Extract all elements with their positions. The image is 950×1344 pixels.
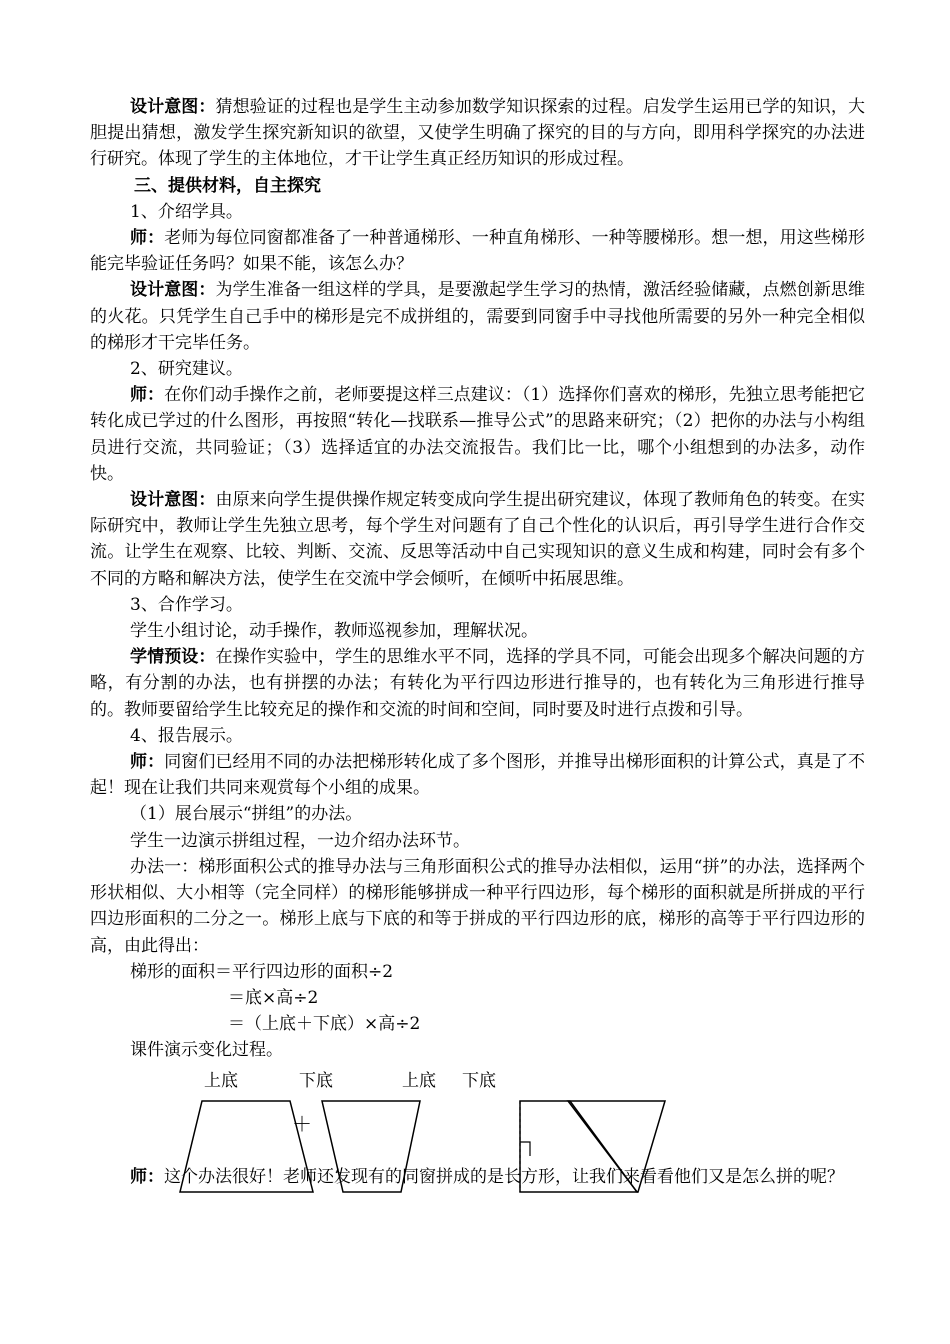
label-top-base-1: 上底 bbox=[204, 1070, 238, 1091]
label-bottom-base-2: 下底 bbox=[462, 1070, 496, 1091]
sub-item-1: （1）展台展示“拼组”的办法。 bbox=[130, 804, 363, 825]
label-top-base-2: 上底 bbox=[402, 1070, 436, 1091]
paragraph-teacher-4: 师：这个办法很好！老师还发现有的同窗拼成的是长方形，让我们来看看他们又是怎么拼的呢？ bbox=[90, 1164, 865, 1190]
paragraph-student-demo: 学生一边演示拼组过程，一边介绍办法环节。 bbox=[130, 830, 470, 851]
paragraph-teacher-2: 师：在你们动手操作之前，老师要提这样三点建议：（1）选择你们喜欢的梯形，先独立思考能把它转化成已学过的什么图形，再按照“转化—找联系—推导公式”的思路来研究；（2）把你的办法与小构组员进行交流，共同验证；（3）选择适宜的办法交流报告。我们比一比，哪个小组想到的办法多，动作快。 bbox=[90, 385, 865, 484]
label-bottom-base-1: 下底 bbox=[299, 1070, 333, 1091]
document-page bbox=[90, 94, 865, 1190]
paragraph-design-intent-1: 设计意图：猜想验证的过程也是学生主动参加数学知识探索的过程。启发学生运用已学的知识，大胆提出猜想，激发学生探究新知识的欲望，又使学生明确了探究的目的与方向，即用科学探究的办法进行研究。体现了学生的主体地位，才干让学生真正经历知识的形成过程。 bbox=[90, 97, 866, 170]
plus-sign: ＋ bbox=[292, 1111, 312, 1136]
item-3: 3、合作学习。 bbox=[130, 594, 243, 615]
formula-line-1: 梯形的面积＝平行四边形的面积÷2 bbox=[130, 961, 394, 982]
item-4: 4、报告展示。 bbox=[130, 725, 243, 746]
paragraph-group-discussion: 学生小组讨论，动手操作，教师巡视参加，理解状况。 bbox=[130, 621, 538, 642]
formula-line-3: ＝（上底＋下底）×高÷2 bbox=[228, 1014, 421, 1035]
paragraph-learning-preset: 学情预设：在操作实验中，学生的思维水平不同，选择的学具不同，可能会出现多个解决问题的方略，有分割的办法，也有拼摆的办法；有转化为平行四边形进行推导的，也有转化为三角形进行推导的。教师要留给学生比较充足的操作和交流的时间和空间，同时要及时进行点拨和引导。 bbox=[90, 647, 866, 720]
paragraph-method-1: 办法一：梯形面积公式的推导办法与三角形面积公式的推导办法相似，运用“拼”的办法，选择两个形状相似、大小相等（完全同样）的梯形能够拼成一种平行四边形，每个梯形的面积就是所拼成的平行四边形面积的二分之一。梯形上底与下底的和等于拼成的平行四边形的底，梯形的高等于平行四边形的高，由此得出： bbox=[90, 856, 865, 956]
formula-line-2: ＝底×高÷2 bbox=[228, 987, 319, 1008]
item-2: 2、研究建议。 bbox=[130, 359, 243, 380]
paragraph-teacher-1: 师：老师为每位同窗都准备了一种普通梯形、一种直角梯形、一种等腰梯形。想一想，用这些梯形能完毕验证任务吗？如果不能，该怎么办？ bbox=[90, 228, 866, 275]
paragraph-design-intent-3: 设计意图：由原来向学生提供操作规定转变成向学生提出研究建议，体现了教师角色的转变。在实际研究中，教师让学生先独立思考，每个学生对问题有了自己个性化的认识后，再引导学生进行合作交流。让学生在观察、比较、判断、交流、反思等活动中自己实现知识的意义生成和构建，同时会有多个不同的方略和解决方法，使学生在交流中学会倾听，在倾听中拓展思维。 bbox=[90, 490, 866, 589]
paragraph-design-intent-2: 设计意图：为学生准备一组这样的学具，是要激起学生学习的热情，激活经验储藏，点燃创新思维的火花。只凭学生自己手中的梯形是完不成拼组的，需要到同窗手中寻找他所需要的另外一种完全相似的梯形才干完毕任务。 bbox=[90, 280, 866, 353]
item-1: 1、介绍学具。 bbox=[130, 201, 243, 222]
paragraph-teacher-3: 师：同窗们已经用不同的办法把梯形转化成了多个图形，并推导出梯形面积的计算公式，真是了不起！现在让我们共同来观赏每个小组的成果。 bbox=[90, 752, 866, 799]
section-heading-3: 三、提供材料，自主探究 bbox=[134, 175, 321, 196]
paragraph-courseware: 课件演示变化过程。 bbox=[130, 1040, 283, 1061]
right-angle-mark bbox=[520, 1142, 530, 1156]
